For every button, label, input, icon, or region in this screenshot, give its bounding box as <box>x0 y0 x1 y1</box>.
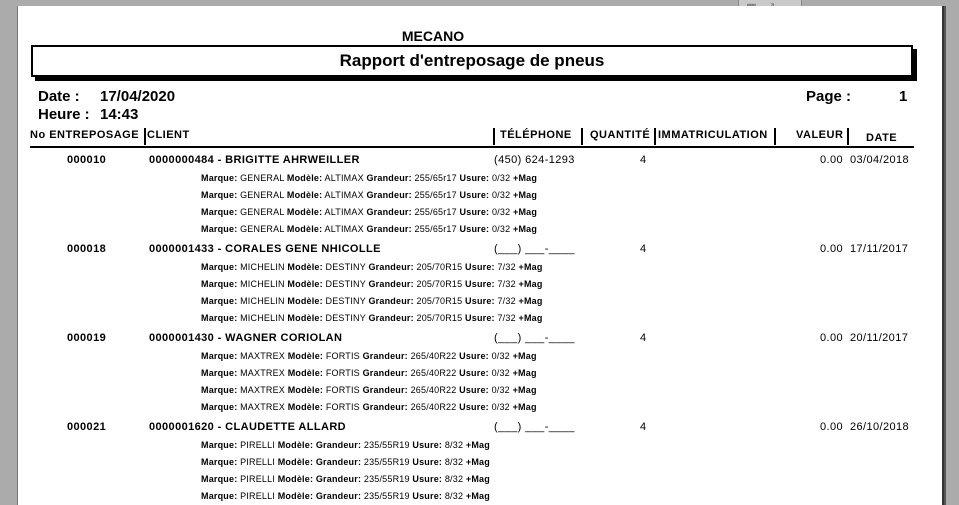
page-label: Page : <box>806 88 852 105</box>
mag-label: +Mag <box>518 262 543 272</box>
wear-value: 0/32 <box>491 368 510 378</box>
brand-label: Marque: <box>201 457 238 467</box>
value: 0.00 <box>819 154 843 166</box>
wear-value: 7/32 <box>497 262 516 272</box>
phone-number: (___) ___-____ <box>494 421 575 433</box>
phone-number: (___) ___-____ <box>494 332 575 344</box>
value: 0.00 <box>819 332 843 344</box>
size-value: 235/55R19 <box>363 491 410 501</box>
brand-label: Marque: <box>201 474 238 484</box>
model-value: ALTIMAX <box>324 190 364 200</box>
tire-line <box>201 262 543 272</box>
model-label: Modèle: <box>277 457 314 467</box>
mag-label: +Mag <box>513 190 538 200</box>
wear-label: Usure: <box>459 224 490 234</box>
size-label: Grandeur: <box>315 491 362 501</box>
tire-line <box>201 351 537 361</box>
model-value: DESTINY <box>325 279 366 289</box>
wear-value: 8/32 <box>444 440 464 450</box>
size-value: 205/70R15 <box>416 262 463 272</box>
mag-label: +Mag <box>512 402 537 412</box>
model-label: Modèle: <box>287 296 323 306</box>
model-label: Modèle: <box>287 313 323 323</box>
wear-value: 0/32 <box>491 385 510 395</box>
tire-line <box>201 207 537 217</box>
client-name: 0000000484 - BRIGITTE AHRWEILLER <box>149 154 360 166</box>
wear-label: Usure: <box>412 440 443 450</box>
brand-value: MICHELIN <box>240 313 285 323</box>
tire-line <box>201 224 537 234</box>
wear-value: 0/32 <box>491 173 511 183</box>
size-label: Grandeur: <box>368 296 414 306</box>
tire-line <box>201 457 490 467</box>
size-value: 265/40R22 <box>410 351 457 361</box>
report-title: Rapport d'entreposage de pneus <box>31 45 913 77</box>
time-value: 14:43 <box>100 106 139 123</box>
brand-label: Marque: <box>201 368 238 378</box>
model-label: Modèle: <box>287 351 324 361</box>
wear-label: Usure: <box>459 351 489 361</box>
model-label: Modèle: <box>286 224 323 234</box>
mag-label: +Mag <box>518 296 543 306</box>
col-header-storage-no: No ENTREPOSAGE <box>30 129 140 141</box>
col-header-client: CLIENT <box>147 129 190 141</box>
time-label: Heure : <box>38 106 90 123</box>
brand-label: Marque: <box>201 279 238 289</box>
page-value: 1 <box>899 88 908 105</box>
size-label: Grandeur: <box>368 313 414 323</box>
col-divider <box>493 128 495 145</box>
size-label: Grandeur: <box>362 402 408 412</box>
size-value: 255/65r17 <box>414 173 457 183</box>
client-name: 0000001430 - WAGNER CORIOLAN <box>149 332 343 344</box>
model-label: Modèle: <box>287 402 324 412</box>
model-value: FORTIS <box>325 368 360 378</box>
model-label: Modèle: <box>286 173 323 183</box>
tire-line <box>201 491 490 501</box>
wear-value: 7/32 <box>497 313 516 323</box>
tire-line <box>201 474 490 484</box>
wear-label: Usure: <box>459 385 489 395</box>
brand-label: Marque: <box>201 224 238 234</box>
tire-line <box>201 190 537 200</box>
mag-label: +Mag <box>465 440 490 450</box>
size-label: Grandeur: <box>362 351 408 361</box>
size-value: 255/65r17 <box>414 224 457 234</box>
mag-label: +Mag <box>512 385 537 395</box>
brand-value: GENERAL <box>240 190 285 200</box>
tire-line <box>201 296 543 306</box>
size-value: 205/70R15 <box>416 313 463 323</box>
wear-value: 0/32 <box>491 402 510 412</box>
wear-label: Usure: <box>459 402 489 412</box>
storage-no: 000018 <box>67 243 107 255</box>
quantity: 4 <box>640 421 647 433</box>
mag-label: +Mag <box>465 457 490 467</box>
date-value: 17/04/2020 <box>100 88 176 105</box>
wear-label: Usure: <box>465 296 495 306</box>
report-page <box>17 6 944 505</box>
brand-label: Marque: <box>201 296 238 306</box>
header-rule <box>30 146 914 148</box>
brand-value: PIRELLI <box>240 474 276 484</box>
storage-no: 000021 <box>67 421 107 433</box>
size-label: Grandeur: <box>366 190 412 200</box>
tire-line <box>201 440 490 450</box>
model-label: Modèle: <box>277 440 314 450</box>
model-value: ALTIMAX <box>324 173 364 183</box>
wear-label: Usure: <box>459 207 490 217</box>
brand-label: Marque: <box>201 385 238 395</box>
quantity: 4 <box>640 154 647 166</box>
model-value: DESTINY <box>325 313 366 323</box>
mag-label: +Mag <box>518 313 543 323</box>
brand-label: Marque: <box>201 351 238 361</box>
quantity: 4 <box>640 332 647 344</box>
client-name: 0000001433 - CORALES GENE NHICOLLE <box>149 243 381 255</box>
brand-value: PIRELLI <box>240 491 276 501</box>
phone-number: (450) 624-1293 <box>494 154 575 166</box>
size-label: Grandeur: <box>366 224 412 234</box>
size-label: Grandeur: <box>362 385 408 395</box>
wear-label: Usure: <box>465 279 495 289</box>
model-value: FORTIS <box>325 402 360 412</box>
wear-label: Usure: <box>459 190 490 200</box>
brand-value: MAXTREX <box>240 402 286 412</box>
model-label: Modèle: <box>286 207 323 217</box>
brand-value: MICHELIN <box>240 279 285 289</box>
wear-value: 0/32 <box>491 190 511 200</box>
wear-value: 0/32 <box>491 351 510 361</box>
col-header-date: DATE <box>866 132 898 144</box>
brand-label: Marque: <box>201 402 238 412</box>
wear-label: Usure: <box>459 368 489 378</box>
value: 0.00 <box>819 421 843 433</box>
model-label: Modèle: <box>287 262 323 272</box>
wear-value: 8/32 <box>444 474 464 484</box>
size-value: 255/65r17 <box>414 190 457 200</box>
date: 26/10/2018 <box>850 421 910 433</box>
col-header-phone: TÉLÉPHONE <box>500 129 572 141</box>
date: 17/11/2017 <box>850 243 909 255</box>
brand-label: Marque: <box>201 491 238 501</box>
brand-value: GENERAL <box>240 224 285 234</box>
phone-number: (___) ___-____ <box>494 243 575 255</box>
wear-value: 8/32 <box>444 457 464 467</box>
wear-label: Usure: <box>459 173 490 183</box>
brand-label: Marque: <box>201 173 238 183</box>
wear-label: Usure: <box>412 457 443 467</box>
size-label: Grandeur: <box>366 207 412 217</box>
size-label: Grandeur: <box>368 262 414 272</box>
size-label: Grandeur: <box>315 440 362 450</box>
model-label: Modèle: <box>287 368 324 378</box>
col-header-registration: IMMATRICULATION <box>658 129 768 141</box>
brand-value: PIRELLI <box>240 440 276 450</box>
model-label: Modèle: <box>277 491 314 501</box>
size-value: 265/40R22 <box>410 368 457 378</box>
value: 0.00 <box>819 243 843 255</box>
col-divider <box>144 128 146 145</box>
mag-label: +Mag <box>518 279 543 289</box>
tire-line <box>201 385 537 395</box>
mag-label: +Mag <box>512 351 537 361</box>
brand-label: Marque: <box>201 440 238 450</box>
brand-value: GENERAL <box>240 173 285 183</box>
size-label: Grandeur: <box>368 279 414 289</box>
brand-value: GENERAL <box>240 207 285 217</box>
mag-label: +Mag <box>513 173 538 183</box>
brand-label: Marque: <box>201 207 238 217</box>
col-divider <box>654 128 656 145</box>
brand-value: PIRELLI <box>240 457 276 467</box>
mag-label: +Mag <box>465 474 490 484</box>
date-label: Date : <box>38 88 80 105</box>
size-label: Grandeur: <box>315 474 362 484</box>
size-value: 255/65r17 <box>414 207 457 217</box>
col-header-value: VALEUR <box>796 129 844 141</box>
brand-value: MICHELIN <box>240 296 285 306</box>
wear-value: 7/32 <box>497 296 516 306</box>
model-value: DESTINY <box>325 296 366 306</box>
wear-value: 0/32 <box>491 224 511 234</box>
model-value: FORTIS <box>325 385 360 395</box>
brand-label: Marque: <box>201 262 238 272</box>
date: 03/04/2018 <box>850 154 910 166</box>
tire-line <box>201 368 537 378</box>
tire-line <box>201 279 543 289</box>
model-label: Modèle: <box>287 385 324 395</box>
brand-label: Marque: <box>201 313 238 323</box>
model-label: Modèle: <box>277 474 314 484</box>
company-name: MECANO <box>401 28 465 44</box>
model-value: ALTIMAX <box>324 207 364 217</box>
mag-label: +Mag <box>512 368 537 378</box>
brand-value: MICHELIN <box>240 262 285 272</box>
model-value: ALTIMAX <box>324 224 364 234</box>
tire-line <box>201 313 543 323</box>
brand-value: MAXTREX <box>240 368 286 378</box>
mag-label: +Mag <box>513 207 538 217</box>
storage-no: 000010 <box>67 154 107 166</box>
col-header-quantity: QUANTITÉ <box>590 129 651 141</box>
col-divider <box>847 128 849 145</box>
size-label: Grandeur: <box>366 173 412 183</box>
date: 20/11/2017 <box>850 332 909 344</box>
size-value: 235/55R19 <box>363 474 410 484</box>
brand-value: MAXTREX <box>240 351 286 361</box>
wear-label: Usure: <box>412 474 443 484</box>
model-label: Modèle: <box>286 190 323 200</box>
storage-no: 000019 <box>67 332 107 344</box>
tire-line <box>201 173 537 183</box>
size-value: 235/55R19 <box>363 457 410 467</box>
size-value: 265/40R22 <box>410 402 457 412</box>
size-value: 205/70R15 <box>416 296 463 306</box>
quantity: 4 <box>640 243 647 255</box>
model-value: FORTIS <box>325 351 360 361</box>
size-value: 235/55R19 <box>363 440 410 450</box>
wear-value: 8/32 <box>444 491 464 501</box>
brand-label: Marque: <box>201 190 238 200</box>
brand-value: MAXTREX <box>240 385 286 395</box>
col-divider <box>581 128 583 145</box>
size-label: Grandeur: <box>362 368 408 378</box>
wear-value: 7/32 <box>497 279 516 289</box>
wear-label: Usure: <box>465 262 495 272</box>
size-value: 205/70R15 <box>416 279 463 289</box>
model-label: Modèle: <box>287 279 323 289</box>
col-divider <box>774 128 776 145</box>
size-value: 265/40R22 <box>410 385 457 395</box>
mag-label: +Mag <box>465 491 490 501</box>
model-value: DESTINY <box>325 262 366 272</box>
tire-line <box>201 402 537 412</box>
mag-label: +Mag <box>513 224 538 234</box>
size-label: Grandeur: <box>315 457 362 467</box>
client-name: 0000001620 - CLAUDETTE ALLARD <box>149 421 347 433</box>
wear-label: Usure: <box>465 313 495 323</box>
wear-label: Usure: <box>412 491 443 501</box>
wear-value: 0/32 <box>491 207 511 217</box>
